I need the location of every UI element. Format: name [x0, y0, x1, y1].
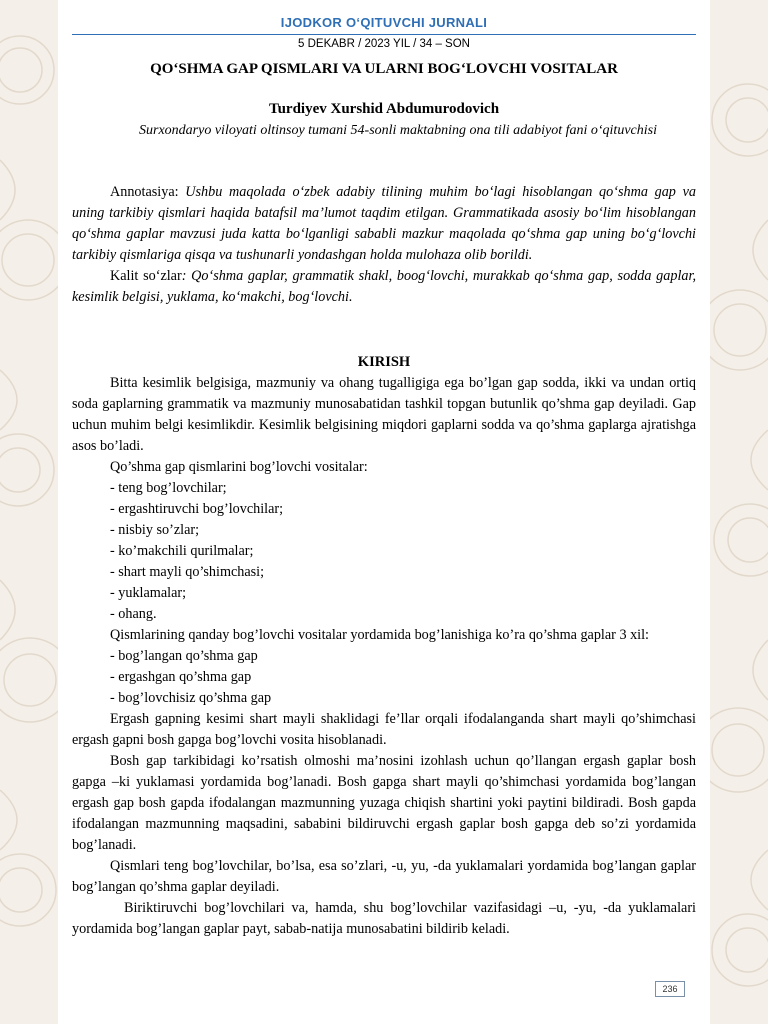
body-paragraph-1: Bitta kesimlik belgisiga, mazmuniy va ohang tugalligiga ega bo’lgan gap sodda, ikki va undan ortiq soda gaplarning grammatik va mazmuniy munosabatidan tashkil topgan butunlik qo’shma gap deyiladi. Gap uchun muhim belgi kesimlikdir. Kesimlik belgisining miqdori gaplarni sodda va qo’shma gaplarga ajratishga asos bo’ladi.: [72, 375, 696, 454]
keywords-paragraph: [72, 266, 696, 308]
abstract-text: Ushbu maqolada o‘zbek adabiy tilining muhim bo‘lagi hisoblangan qo‘shma gap va uning tarkibiy qismlari haqida batafsil ma’lumot taqdim etilgan. Grammatikada asosiy bo‘lim hisoblangan qo‘shma gaplar mavzusi juda katta bo‘lganligi sababli mazkur maqolada qo‘shma gap uning bo‘g‘lovchi tarkibiy qismlariga qisqa va tushunarli yondashgan holda mulohaza olib borildi.: [72, 184, 696, 263]
body-paragraph-6: Qismlari teng bog’lovchilar, bo’lsa, esa so’zlari, -u, yu, -da yuklamalari yordamida bog’langan gaplar bog’langan qo’shma gaplar deyiladi.: [72, 858, 696, 895]
left-ornament-border: [0, 0, 58, 1024]
list-item: - bog’langan qo’shma gap: [110, 648, 258, 664]
abstract-paragraph: [72, 182, 696, 266]
list-item: - nisbiy so’zlar;: [110, 522, 200, 538]
list-item: - shart mayli qo’shimchasi;: [110, 564, 265, 580]
header-rule: [72, 34, 696, 35]
list-item: - ko’makchili qurilmalar;: [110, 543, 254, 559]
list-item: - ohang.: [110, 606, 157, 622]
journal-name: IJODKOR O‘QITUVCHI JURNALI: [280, 15, 488, 30]
right-ornament-border: [710, 0, 768, 1024]
list-item: - yuklamalar;: [110, 585, 187, 601]
abstract-section: [72, 182, 696, 308]
list-item: - ergashgan qo’shma gap: [110, 669, 252, 685]
author-affiliation: Surxondaryo viloyati oltinsoy tumani 54-sonli maktabning ona tili adabiyot fani o‘qituvchisi: [139, 123, 657, 138]
article-title: QO‘SHMA GAP QISMLARI VA ULARNI BOG‘LOVCHI VOSITALAR: [150, 61, 618, 77]
list-item: - bog’lovchisiz qo’shma gap: [110, 690, 272, 706]
list-item: - teng bog’lovchilar;: [110, 480, 227, 496]
author-name: Turdiyev Xurshid Abdumurodovich: [268, 101, 500, 117]
keywords-label: Kalit so‘zlar: [110, 268, 182, 284]
list-item: - ergashtiruvchi bog’lovchilar;: [110, 501, 284, 517]
article-page: [58, 0, 710, 1024]
page-number: 236: [655, 981, 685, 997]
section-heading: KIRISH: [357, 354, 411, 370]
keywords-text: : Qo‘shma gaplar, grammatik shakl, boog‘lovchi, murakkab qo‘shma gap, sodda gaplar, kesimlik belgisi, yuklama, ko‘makchi, bog‘lovchi.: [72, 268, 696, 305]
body-paragraph-4: Ergash gapning kesimi shart mayli shaklidagi fe’llar orqali ifodalanganda shart mayli qo’shimchasi ergash gapni bosh gapga bog’lovchi vosita hisoblanadi.: [72, 711, 696, 748]
body-paragraph-7: Biriktiruvchi bog’lovchilari va, hamda, shu bog’lovchilar vazifasidagi –u, -yu, -da yuklamalari yordamida bog’langan gaplar payt, sabab-natija munosabatini bildirib keladi.: [72, 900, 696, 937]
article-body: [72, 373, 696, 940]
body-paragraph-5: Bosh gap tarkibidagi ko’rsatish olmoshi ma’nosini izohlash uchun qo’llangan ergash gaplar bosh gapga –ki yuklamasi yordamida bog’lanadi. Bosh gapga shart mayli qo’shimchasi yordamida bog’langan ergash gap bosh gapda ifodalangan mazmunning yuzaga chiqish shartini yoki paytini bildiradi. Bosh gapda ifodalangan mazmunning maqsadini, sababini bildiruvchi ergash gaplar bosh gapga deb so’zi yordamida bog’lanadi.: [72, 753, 696, 853]
abstract-label: Annotasiya:: [110, 184, 179, 200]
body-paragraph-3: Qismlarining qanday bog’lovchi vositalar yordamida bog’lanishiga ko’ra qo’shma gaplar 3 xil:: [110, 627, 649, 643]
issue-info: 5 DEKABR / 2023 YIL / 34 – SON: [298, 38, 470, 50]
body-paragraph-2: Qo’shma gap qismlarini bog’lovchi vositalar:: [110, 459, 368, 475]
